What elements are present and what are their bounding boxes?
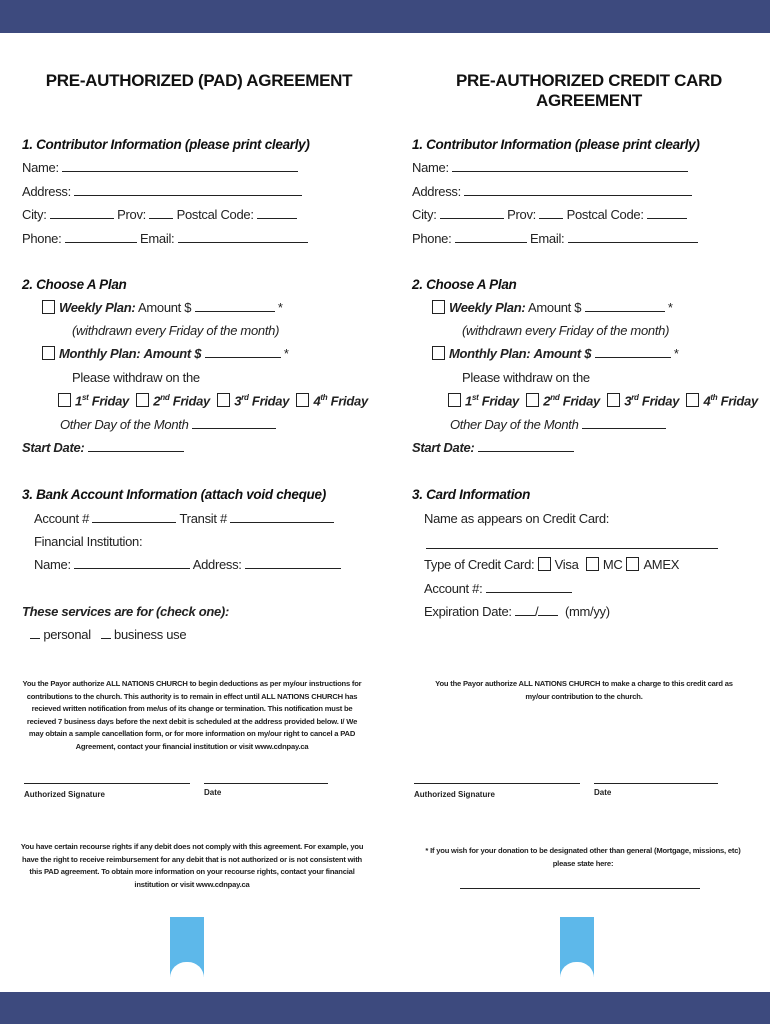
bottom-band	[0, 992, 770, 1024]
pad-bank-name-label: Name:	[34, 557, 71, 572]
pad-personal-label: personal	[43, 627, 91, 642]
pad-institution-label: Financial Institution:	[34, 534, 143, 549]
pad-services-heading: These services are for (check one):	[22, 604, 229, 619]
cc-amex-label: AMEX	[643, 557, 680, 572]
pad-plan-heading: 2. Choose A Plan	[22, 277, 127, 292]
cc-third-friday-checkbox[interactable]	[607, 393, 620, 407]
cc-plan-heading: 2. Choose A Plan	[412, 277, 517, 292]
pad-second-friday-checkbox[interactable]	[136, 393, 149, 407]
cc-weekly-row	[432, 300, 673, 315]
pad-phone-label: Phone:	[22, 231, 62, 246]
pad-bank-address-field[interactable]	[245, 557, 341, 569]
pad-authorization-text: You the Payor authorize ALL NATIONS CHURCH to begin deductions as per my/our instructions for contributions to the church. This authority is to remain in effect until ALL NATIONS CHURCH has recieved written notification from me/us of its change or termination. This notification must be recieved 7 business days before the next debit is scheduled at the address provided below. I/ We may obtain a sample cancellation form, or for more information on my/our right to cancel a PAD Agreement, contact your financial institution or visit www.cdnpay.ca	[22, 679, 362, 751]
cc-expiry-format: (mm/yy)	[564, 604, 610, 619]
cc-expiry-row	[424, 604, 610, 619]
pad-weekly-amount-field[interactable]	[195, 300, 275, 312]
pad-recourse-text: You have certain recourse rights if any debit does not comply with this agreement. For example, you have the right to receive reimbursement for any debit that is not authorized or is not consistent with this PAD agreement. To obtain more information on your recourse rights, contact your financial institution or visit www.cdnpay.ca	[20, 842, 364, 889]
cc-email-label: Email:	[530, 231, 565, 246]
pad-account-row	[34, 511, 334, 526]
cc-second-num: 2	[543, 393, 551, 409]
cc-monthly-label: Monthly Plan:	[449, 346, 531, 361]
pad-monthly-checkbox[interactable]	[42, 346, 55, 360]
pad-contributor-heading: 1. Contributor Information (please print clearly)	[22, 137, 310, 152]
pad-fourth-friday-checkbox[interactable]	[296, 393, 309, 407]
pad-friday-options	[58, 393, 368, 408]
cc-visa-checkbox[interactable]	[538, 557, 551, 571]
cc-start-date-row	[412, 440, 574, 455]
cc-email-field[interactable]	[568, 231, 698, 243]
top-band	[0, 0, 770, 33]
cc-first-sup: st	[471, 393, 479, 402]
pad-weekly-checkbox[interactable]	[42, 300, 55, 314]
cc-first-num: 1	[465, 393, 472, 409]
pad-phone-row	[22, 231, 308, 246]
pad-start-date-label: Start Date:	[22, 440, 85, 455]
cc-card-type-row	[424, 557, 679, 572]
cc-weekly-checkbox[interactable]	[432, 300, 445, 314]
cc-monthly-star: *	[673, 346, 679, 361]
pad-fourth-num: 4	[313, 393, 321, 409]
cc-visa-label: Visa	[554, 557, 579, 572]
pad-first-sup: st	[81, 393, 89, 402]
pad-fourth-sup: th	[320, 393, 328, 402]
cc-first-friday-label: Friday	[481, 393, 519, 409]
cc-phone-row	[412, 231, 698, 246]
cc-date-label: Date	[594, 788, 612, 797]
cc-name-row	[412, 160, 688, 175]
cc-start-date-field[interactable]	[478, 440, 574, 452]
pad-title: PRE-AUTHORIZED (PAD) AGREEMENT	[45, 71, 353, 90]
pad-account-field[interactable]	[92, 511, 176, 523]
cc-third-friday-label: Friday	[641, 393, 680, 409]
pad-monthly-star: *	[283, 346, 289, 361]
cc-mc-label: MC	[602, 557, 623, 572]
cc-account-field[interactable]	[486, 581, 572, 593]
cc-designation-text: * If you wish for your donation to be designated other than general (Mortgage, missions, etc) please state here:	[425, 846, 741, 868]
pad-other-day-field[interactable]	[192, 417, 276, 429]
cc-mc-checkbox[interactable]	[586, 557, 599, 571]
pad-name-label: Name:	[22, 160, 59, 175]
pad-email-label: Email:	[140, 231, 175, 246]
pad-address-field[interactable]	[74, 184, 302, 196]
pad-bank-address-label: Address:	[192, 557, 242, 572]
pad-name-address-row	[34, 557, 341, 572]
pad-name-field[interactable]	[62, 160, 298, 172]
cc-amex-checkbox[interactable]	[626, 557, 639, 571]
pad-business-field[interactable]	[101, 627, 111, 639]
cc-card-heading: 3. Card Information	[412, 487, 531, 502]
pad-bank-name-field[interactable]	[74, 557, 190, 569]
cc-monthly-checkbox[interactable]	[432, 346, 445, 360]
pad-monthly-amount-label: Amount $	[143, 346, 202, 361]
cc-monthly-amount-label: Amount $	[533, 346, 592, 361]
pad-date-line[interactable]	[204, 783, 328, 784]
cc-other-day-row	[450, 417, 666, 432]
pad-agreement-form	[14, 33, 384, 992]
pad-address-label: Address:	[22, 184, 71, 199]
cc-third-sup: rd	[631, 393, 639, 402]
pad-email-field[interactable]	[178, 231, 308, 243]
cc-name-on-card-label: Name as appears on Credit Card:	[424, 511, 610, 526]
cc-postal-label: Postcal Code:	[566, 207, 644, 222]
pad-second-friday-label: Friday	[172, 393, 210, 409]
cc-signature-line[interactable]	[414, 783, 580, 784]
cc-bookmark-ribbon	[560, 917, 594, 977]
pad-bookmark-ribbon	[170, 917, 204, 977]
pad-date-label: Date	[204, 788, 222, 797]
pad-phone-field[interactable]	[65, 231, 137, 243]
pad-third-friday-label: Friday	[251, 393, 290, 409]
cc-weekly-star: *	[667, 300, 673, 315]
pad-monthly-label: Monthly Plan:	[59, 346, 141, 361]
cc-weekly-label: Weekly Plan:	[449, 300, 526, 315]
pad-weekly-amount-label: Amount $	[137, 300, 192, 315]
pad-monthly-row	[42, 346, 289, 361]
pad-postal-label: Postcal Code:	[176, 207, 254, 222]
cc-title: PRE-AUTHORIZED CREDIT CARD AGREEMENT	[455, 71, 723, 110]
cc-monthly-amount-field[interactable]	[595, 346, 671, 358]
cc-other-day-label: Other Day of the Month	[450, 417, 579, 432]
pad-account-label: Account #	[34, 511, 90, 526]
pad-prov-label: Prov:	[117, 207, 146, 222]
pad-personal-field[interactable]	[30, 627, 40, 639]
cc-second-sup: nd	[550, 393, 560, 402]
pad-start-date-field[interactable]	[88, 440, 184, 452]
cc-fourth-num: 4	[703, 393, 711, 409]
cc-expiry-year-field[interactable]	[538, 604, 558, 616]
pad-other-day-label: Other Day of the Month	[60, 417, 189, 432]
pad-services-row	[30, 627, 186, 642]
cc-city-row	[412, 207, 687, 222]
pad-start-date-row	[22, 440, 184, 455]
pad-signature-label: Authorized Signature	[24, 790, 105, 799]
cc-second-friday-checkbox[interactable]	[526, 393, 539, 407]
pad-postal-field[interactable]	[257, 207, 297, 219]
pad-weekly-label: Weekly Plan:	[59, 300, 136, 315]
cc-prov-field[interactable]	[539, 207, 563, 219]
pad-bank-heading: 3. Bank Account Information (attach void cheque)	[22, 487, 326, 502]
pad-transit-label: Transit #	[179, 511, 227, 526]
cc-expiry-label: Expiration Date:	[424, 604, 512, 619]
cc-fourth-friday-label: Friday	[720, 393, 758, 409]
pad-monthly-amount-field[interactable]	[205, 346, 281, 358]
cc-designation-field[interactable]	[460, 888, 700, 889]
cc-signature-label: Authorized Signature	[414, 790, 495, 799]
cc-phone-label: Phone:	[412, 231, 452, 246]
cc-phone-field[interactable]	[455, 231, 527, 243]
cc-first-friday-checkbox[interactable]	[448, 393, 461, 407]
cc-name-label: Name:	[412, 160, 449, 175]
cc-second-friday-label: Friday	[562, 393, 600, 409]
cc-city-label: City:	[412, 207, 437, 222]
pad-city-row	[22, 207, 297, 222]
pad-weekly-row	[42, 300, 283, 315]
cc-expiry-month-field[interactable]	[515, 604, 535, 616]
pad-prov-field[interactable]	[149, 207, 173, 219]
pad-transit-field[interactable]	[230, 511, 334, 523]
cc-other-day-field[interactable]	[582, 417, 666, 429]
pad-weekly-note: (withdrawn every Friday of the month)	[72, 323, 280, 338]
pad-fourth-friday-label: Friday	[330, 393, 368, 409]
cc-weekly-amount-label: Amount $	[527, 300, 582, 315]
pad-name-row	[22, 160, 298, 175]
cc-fourth-friday-checkbox[interactable]	[686, 393, 699, 407]
pad-city-field[interactable]	[50, 207, 114, 219]
pad-weekly-star: *	[277, 300, 283, 315]
pad-address-row	[22, 184, 302, 199]
pad-city-label: City:	[22, 207, 47, 222]
cc-withdraw-text: Please withdraw on the	[462, 370, 590, 385]
cc-address-row	[412, 184, 692, 199]
pad-business-label: business use	[114, 627, 187, 642]
cc-date-line[interactable]	[594, 783, 718, 784]
pad-third-friday-checkbox[interactable]	[217, 393, 230, 407]
cc-account-row	[424, 581, 572, 596]
pad-third-num: 3	[234, 393, 242, 409]
pad-signature-line[interactable]	[24, 783, 190, 784]
cc-postal-field[interactable]	[647, 207, 687, 219]
cc-name-on-card-field[interactable]	[426, 548, 718, 549]
cc-prov-label: Prov:	[507, 207, 536, 222]
cc-start-date-label: Start Date:	[412, 440, 475, 455]
cc-friday-options	[448, 393, 758, 408]
cc-weekly-note: (withdrawn every Friday of the month)	[462, 323, 670, 338]
cc-name-field[interactable]	[452, 160, 688, 172]
pad-withdraw-text: Please withdraw on the	[72, 370, 200, 385]
cc-contributor-heading: 1. Contributor Information (please print clearly)	[412, 137, 700, 152]
pad-second-sup: nd	[160, 393, 170, 402]
cc-fourth-sup: th	[710, 393, 718, 402]
cc-address-field[interactable]	[464, 184, 692, 196]
cc-city-field[interactable]	[440, 207, 504, 219]
pad-third-sup: rd	[241, 393, 249, 402]
pad-second-num: 2	[153, 393, 161, 409]
pad-first-friday-label: Friday	[91, 393, 129, 409]
credit-card-agreement-form	[404, 33, 770, 992]
cc-weekly-amount-field[interactable]	[585, 300, 665, 312]
cc-account-label: Account #:	[424, 581, 483, 596]
cc-card-type-label: Type of Credit Card:	[424, 557, 535, 572]
pad-other-day-row	[60, 417, 276, 432]
cc-address-label: Address:	[412, 184, 461, 199]
pad-first-friday-checkbox[interactable]	[58, 393, 71, 407]
cc-expiry-slash: /	[535, 604, 539, 619]
cc-authorization-text: You the Payor authorize ALL NATIONS CHURCH to make a charge to this credit card as my/our contribution to the church.	[435, 679, 733, 701]
cc-monthly-row	[432, 346, 679, 361]
pad-first-num: 1	[75, 393, 82, 409]
cc-third-num: 3	[624, 393, 632, 409]
